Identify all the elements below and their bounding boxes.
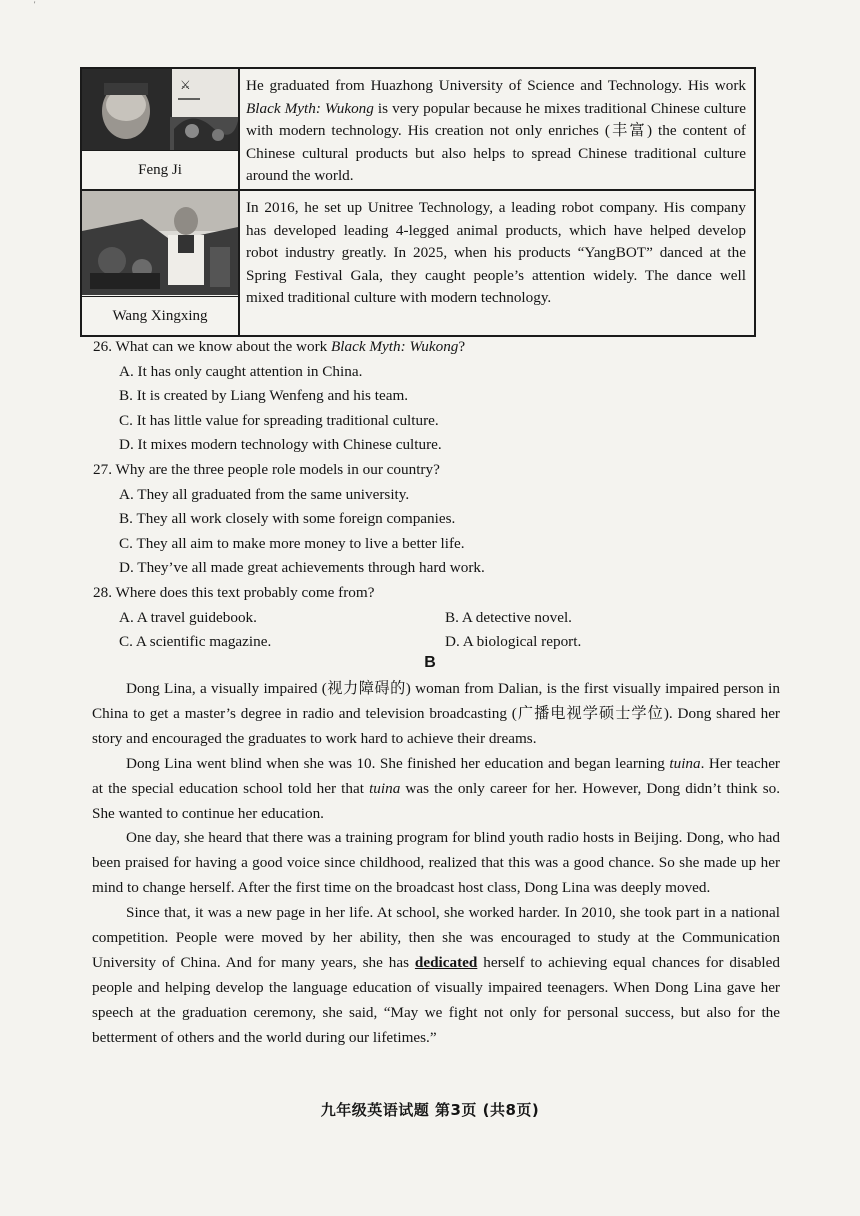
- paragraph: Dong Lina, a visually impaired (视力障碍的) woman from Dalian, is the first visually impaired person in China to get a master’s degree in radio and television broadcasting (广播电视学硕士学位). Dong shared her story and encouraged the graduates to work hard to achieve their dreams.: [92, 680, 780, 747]
- photo-cell: [82, 69, 240, 189]
- wang-xingxing-photo: [82, 191, 238, 296]
- italic-term: tuina: [369, 779, 401, 797]
- scan-mark: ': [34, 0, 36, 9]
- option-a[interactable]: A. A travel guidebook.: [119, 608, 257, 626]
- profile-description: [240, 69, 754, 189]
- paragraph: [92, 901, 780, 1050]
- option-c[interactable]: C. A scientific magazine.: [119, 633, 272, 651]
- text-span: 26. What can we know about the work: [93, 338, 332, 355]
- text-span: ?: [458, 338, 466, 355]
- reading-passage-b: [92, 677, 780, 1051]
- page-footer: 九年级英语试题 第3页 (共8页): [320, 1101, 540, 1119]
- option-b[interactable]: B. It is created by Liang Wenfeng and his team.: [119, 387, 409, 405]
- question-26: [93, 335, 465, 458]
- profile-row-wang-xingxing: [82, 191, 754, 335]
- question-stem: 27. Why are the three people role models in our country?: [93, 461, 440, 478]
- option-a[interactable]: A. They all graduated from the same university.: [119, 485, 410, 503]
- option-a[interactable]: A. It has only caught attention in China.: [119, 362, 363, 380]
- text-span: He graduated from Huazhong University of Science and Technology. His work: [246, 77, 746, 94]
- option-grid: [93, 606, 685, 655]
- photo-cell: [82, 191, 240, 335]
- paragraph: One day, she heard that there was a training program for blind youth radio hosts in Beijing. Dong, who had been praised for having a good voice since childhood, realized that this was a good chance. So she made up her mind to change herself. After the first time on the broadcast host class, Dong Lina was deeply moved.: [92, 829, 780, 897]
- profile-name: Feng Ji: [82, 150, 238, 189]
- option-b[interactable]: B. They all work closely with some foreign companies.: [119, 510, 456, 528]
- profile-description: In 2016, he set up Unitree Technology, a leading robot company. His company has developed leading 4-legged animal products, which have helped develop robot industry greatly. In 2025, when his products “YangBOT” danced at the Spring Festival Gala, they caught people’s attention widely. The dance well mixed traditional culture with modern technology.: [246, 199, 746, 307]
- feng-ji-photo: [82, 69, 238, 150]
- section-heading: B: [424, 654, 436, 671]
- text-span: Since that, it was a new page in her life. At school, she worked harder. In 2010, she took part in a national competition. People were moved by her ability, then she was encouraged to study at the Communication University of China. And for many years, she has: [92, 904, 780, 971]
- text-span: Dong Lina went blind when she was 10. She finished her education and began learning: [126, 754, 670, 772]
- work-title: Black Myth: Wukong: [331, 338, 459, 355]
- option-c[interactable]: C. They all aim to make more money to live a better life.: [119, 534, 465, 552]
- option-d[interactable]: D. It mixes modern technology with Chinese culture.: [119, 436, 442, 454]
- wang-xingxing-photo-image: [82, 191, 238, 295]
- question-27: [93, 458, 485, 581]
- option-d[interactable]: D. They’ve all made great achievements through hard work.: [119, 559, 485, 577]
- feng-ji-photo-image: [82, 69, 238, 150]
- italic-term: tuina: [669, 754, 701, 772]
- work-title: Black Myth: Wukong: [246, 99, 374, 117]
- text-span: was the only career for her. However, Dong didn’t think so. She wanted to continue her education.: [92, 779, 780, 822]
- profile-row-feng-ji: [82, 69, 754, 191]
- text-span: . Her teacher at the special education school told her that: [92, 754, 780, 797]
- option-b[interactable]: B. A detective novel.: [445, 608, 572, 626]
- option-d[interactable]: D. A biological report.: [445, 633, 582, 651]
- question-28: [93, 581, 685, 655]
- svg-text:⚔: ⚔: [180, 78, 191, 92]
- text-span: is very popular because he mixes traditional Chinese culture with modern technology. His creation not only enriches (丰富) the content of Chinese cultural products but also helps to spread Chinese traditional culture around the world.: [246, 99, 747, 185]
- option-c[interactable]: C. It has little value for spreading traditional culture.: [119, 411, 439, 429]
- text-span: herself to achieving equal chances for disabled people and helping develop the language education of visually impaired teenagers. When Dong Lina gave her speech at the graduation ceremony, she said, “May we fight not only for personal success, but also for the betterment of others and the world during our lifetimes.”: [92, 953, 780, 1046]
- profile-name: Wang Xingxing: [82, 296, 238, 335]
- profile-table: [80, 67, 756, 337]
- question-stem: [93, 335, 465, 360]
- paragraph: [92, 752, 780, 827]
- question-stem: 28. Where does this text probably come from?: [93, 584, 375, 601]
- underlined-word: dedicated: [414, 953, 478, 971]
